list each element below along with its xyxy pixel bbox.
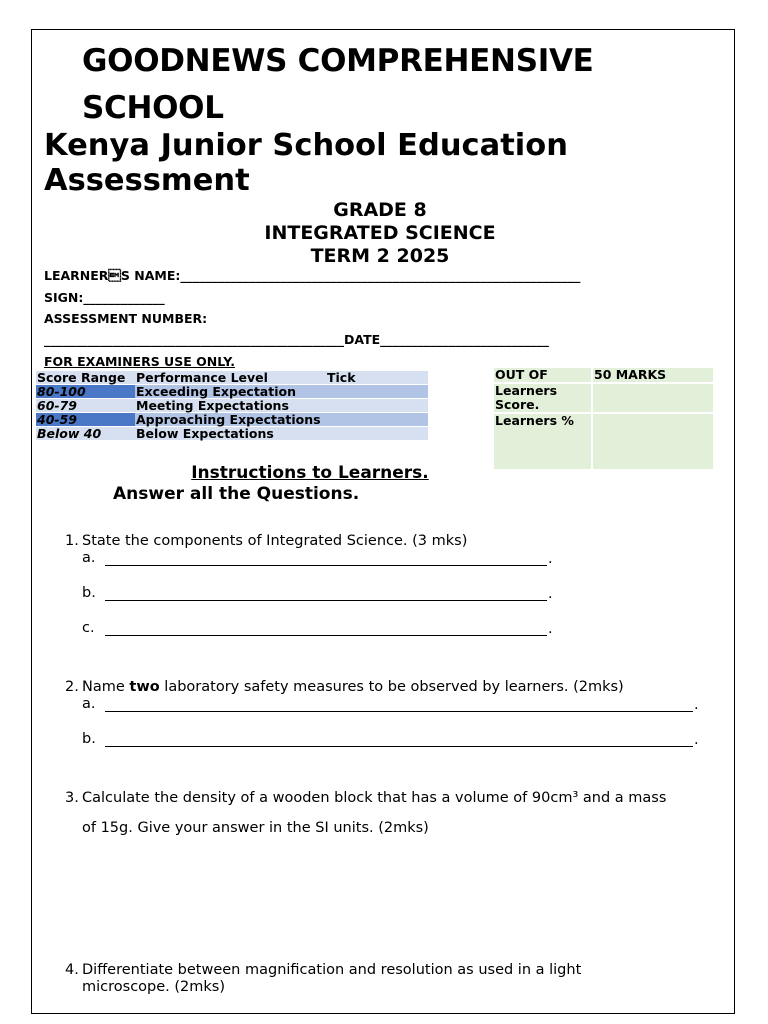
- score-range-cell: 60-79: [36, 399, 135, 412]
- answer-label: a.: [82, 550, 96, 566]
- table-row: [36, 385, 428, 398]
- learners-percent-label: Learners %: [494, 413, 592, 470]
- answer-label: b.: [82, 731, 96, 747]
- line-period: .: [694, 732, 699, 748]
- question-number: 2.: [65, 679, 79, 695]
- tick-cell[interactable]: [326, 385, 428, 398]
- assessment-number-label: ASSESSMENT NUMBER:: [44, 311, 208, 326]
- header-performance-level: Performance Level: [135, 371, 326, 384]
- question-number: 4.: [65, 962, 79, 978]
- table-row: [36, 399, 428, 412]
- table-row: [36, 427, 428, 440]
- school-name: GOODNEWS COMPREHENSIVE SCHOOL: [82, 43, 594, 126]
- tick-cell[interactable]: [326, 427, 428, 440]
- performance-table: [36, 370, 428, 441]
- assessment-number-date-line[interactable]: ________________________________________________DATE___________________________: [44, 332, 549, 347]
- answer-label: b.: [82, 585, 96, 601]
- line-period: .: [548, 551, 553, 567]
- score-range-cell: Below 40: [36, 427, 135, 440]
- answer-label: a.: [82, 696, 96, 712]
- out-of-value: 50 MARKS: [592, 368, 714, 383]
- out-of-label: OUT OF: [494, 368, 592, 383]
- answer-line[interactable]: [105, 600, 547, 601]
- table-row: [494, 383, 714, 413]
- question-number: 1.: [65, 533, 79, 549]
- learners-percent-input[interactable]: [592, 413, 714, 470]
- question-text-line2: microscope. (2mks): [82, 979, 225, 995]
- question-number: 3.: [65, 790, 79, 806]
- performance-table-header: [36, 371, 428, 384]
- question-text-start: Name: [82, 679, 130, 695]
- subject-heading: INTEGRATED SCIENCE: [264, 222, 496, 244]
- line-period: .: [548, 621, 553, 637]
- answer-line[interactable]: [105, 565, 547, 566]
- table-row: [494, 368, 714, 383]
- answer-label: c.: [82, 620, 95, 636]
- header-tick: Tick: [326, 371, 428, 384]
- question-text-line2: of 15g. Give your answer in the SI units. (2mks): [82, 820, 429, 836]
- score-range-cell: 40-59: [36, 413, 135, 426]
- question-text: State the components of Integrated Science. (3 mks): [82, 533, 468, 549]
- score-range-cell: 80-100: [36, 385, 135, 398]
- instructions-text: Answer all the Questions.: [113, 484, 360, 504]
- grade-heading: GRADE 8: [333, 199, 427, 221]
- answer-line[interactable]: [105, 711, 693, 712]
- score-box: [494, 368, 715, 471]
- term-heading: TERM 2 2025: [310, 245, 450, 267]
- answer-line[interactable]: [105, 635, 547, 636]
- performance-level-cell: Below Expectations: [135, 427, 326, 440]
- assessment-title: Kenya Junior School Education Assessment: [44, 128, 568, 198]
- table-row: [36, 413, 428, 426]
- learners-score-label: Learners Score.: [494, 383, 592, 413]
- performance-level-cell: Meeting Expectations: [135, 399, 326, 412]
- table-row: [494, 413, 714, 470]
- line-period: .: [694, 697, 699, 713]
- header-score-range: Score Range: [36, 371, 135, 384]
- question-text: [82, 679, 624, 695]
- learner-name-field[interactable]: LEARNERS NAME:________________________________________________________________: [44, 268, 581, 283]
- question-text-end: laboratory safety measures to be observed by learners. (2mks): [159, 679, 624, 695]
- performance-level-cell: Exceeding Expectation: [135, 385, 326, 398]
- answer-line[interactable]: [105, 746, 693, 747]
- question-text-line1: Calculate the density of a wooden block that has a volume of 90cm³ and a mass: [82, 790, 667, 806]
- performance-level-cell: Approaching Expectations: [135, 413, 326, 426]
- question-text-line1: Differentiate between magnification and resolution as used in a light: [82, 962, 582, 978]
- sign-field[interactable]: SIGN:_____________: [44, 290, 165, 305]
- question-text-emphasis: two: [129, 679, 160, 695]
- tick-cell[interactable]: [326, 399, 428, 412]
- learners-score-input[interactable]: [592, 383, 714, 413]
- examiners-title: FOR EXAMINERS USE ONLY.: [44, 354, 235, 369]
- tick-cell[interactable]: [326, 413, 428, 426]
- line-period: .: [548, 586, 553, 602]
- instructions-title: Instructions to Learners.: [191, 463, 429, 483]
